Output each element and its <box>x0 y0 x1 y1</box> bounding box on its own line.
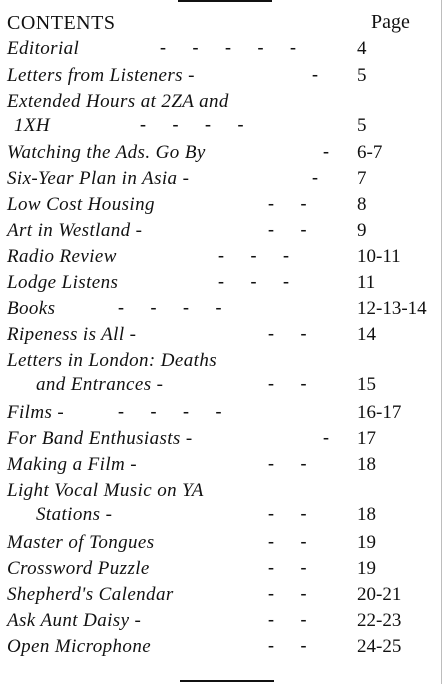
entry-page: 5 <box>357 115 367 136</box>
leader-dashes: - - - <box>218 271 289 291</box>
toc-entry-for-band-enthusiasts[interactable] <box>0 428 440 456</box>
leader-dashes: - - <box>268 531 307 551</box>
entry-title: Books <box>7 298 56 319</box>
leader-dashes: - <box>312 167 318 187</box>
entry-title: Watching the Ads. Go By <box>7 142 206 163</box>
leader-dashes: - - <box>268 323 307 343</box>
entry-page: 18 <box>357 454 376 475</box>
leader-dashes: - - - - <box>118 401 222 421</box>
entry-title: Art in Westland - <box>7 220 143 241</box>
entry-title: Shepherd's Calendar <box>7 584 174 605</box>
entry-title: Radio Review <box>7 246 117 267</box>
entry-title: Light Vocal Music on YA <box>7 480 204 501</box>
entry-page: 7 <box>357 168 367 189</box>
contents-heading: CONTENTS <box>7 12 116 34</box>
leader-dashes: - - <box>268 373 307 393</box>
leader-dashes: - - - - - <box>160 37 296 57</box>
toc-entry-ask-aunt-daisy[interactable] <box>0 610 440 638</box>
entry-page: 4 <box>357 38 367 59</box>
leader-dashes: - - - - <box>140 114 244 134</box>
entry-page: 17 <box>357 428 376 449</box>
entry-page: 15 <box>357 374 376 395</box>
entry-page: 6-7 <box>357 142 383 163</box>
entry-title: Ripeness is All - <box>7 324 137 345</box>
entry-title: Low Cost Housing <box>7 194 155 215</box>
leader-dashes: - - <box>268 219 307 239</box>
leader-dashes: - - <box>268 635 307 655</box>
leader-dashes: - - <box>268 583 307 603</box>
leader-dashes: - - <box>268 453 307 473</box>
toc-entry-art-in-westland[interactable] <box>0 220 440 248</box>
toc-entry-six-year-plan[interactable] <box>0 168 440 196</box>
toc-entry-editorial[interactable] <box>0 38 440 66</box>
entry-page: 10-11 <box>357 246 401 267</box>
toc-entry-radio-review[interactable] <box>0 246 440 274</box>
toc-entry-making-a-film[interactable] <box>0 454 440 482</box>
toc-entry-books[interactable] <box>0 298 440 326</box>
leader-dashes: - <box>312 64 318 84</box>
entry-page: 24-25 <box>357 636 402 657</box>
entry-title-continued: 1XH <box>14 115 51 136</box>
entry-title: Lodge Listens <box>7 272 119 293</box>
entry-title: For Band Enthusiasts - <box>7 428 193 449</box>
entry-page: 16-17 <box>357 402 402 423</box>
entry-title: Editorial <box>7 38 80 59</box>
toc-entry-crossword-puzzle[interactable] <box>0 558 440 586</box>
toc-entry-lodge-listens[interactable] <box>0 272 440 300</box>
entry-page: 12-13-14 <box>357 298 427 319</box>
toc-entry-light-vocal-music[interactable] <box>0 480 440 532</box>
leader-dashes: - <box>323 427 329 447</box>
entry-page: 19 <box>357 532 376 553</box>
entry-page: 14 <box>357 324 376 345</box>
toc-entry-low-cost-housing[interactable] <box>0 194 440 222</box>
toc-entry-extended-hours[interactable] <box>0 91 440 143</box>
entry-title: Films - <box>7 402 65 423</box>
entry-title: Master of Tongues <box>7 532 155 553</box>
leader-dashes: - - <box>268 609 307 629</box>
leader-dashes: - - - - <box>118 297 222 317</box>
leader-dashes: - - - <box>218 245 289 265</box>
toc-entry-shepherds-calendar[interactable] <box>0 584 440 612</box>
toc-entry-letters-in-london[interactable] <box>0 350 440 402</box>
leader-dashes: - - <box>268 557 307 577</box>
toc-entry-films[interactable] <box>0 402 440 430</box>
entry-title: Ask Aunt Daisy - <box>7 610 142 631</box>
entry-page: 19 <box>357 558 376 579</box>
entry-title-continued: and Entrances - <box>36 374 164 395</box>
entry-title: Open Microphone <box>7 636 152 657</box>
entry-title: Six-Year Plan in Asia - <box>7 168 190 189</box>
bottom-rule <box>180 680 274 682</box>
toc-entry-watching-the-ads[interactable] <box>0 142 440 170</box>
toc-entry-ripeness-is-all[interactable] <box>0 324 440 352</box>
entry-title: Letters in London: Deaths <box>7 350 218 371</box>
entry-page: 8 <box>357 194 367 215</box>
entry-title: Letters from Listeners - <box>7 65 195 86</box>
leader-dashes: - - <box>268 503 307 523</box>
entry-page: 5 <box>357 65 367 86</box>
entry-page: 9 <box>357 220 367 241</box>
entry-page: 20-21 <box>357 584 402 605</box>
entry-page: 18 <box>357 504 376 525</box>
entry-title: Extended Hours at 2ZA and <box>7 91 229 112</box>
entry-title: Crossword Puzzle <box>7 558 150 579</box>
entry-title-continued: Stations - <box>36 504 113 525</box>
page-column-heading: Page <box>371 11 410 33</box>
toc-entry-open-microphone[interactable] <box>0 636 440 664</box>
toc-entry-master-of-tongues[interactable] <box>0 532 440 560</box>
entry-title: Making a Film - <box>7 454 138 475</box>
leader-dashes: - - <box>268 193 307 213</box>
toc-entry-letters-from-listeners[interactable] <box>0 65 440 93</box>
entry-page: 11 <box>357 272 376 293</box>
leader-dashes: - <box>323 141 329 161</box>
entry-page: 22-23 <box>357 610 402 631</box>
